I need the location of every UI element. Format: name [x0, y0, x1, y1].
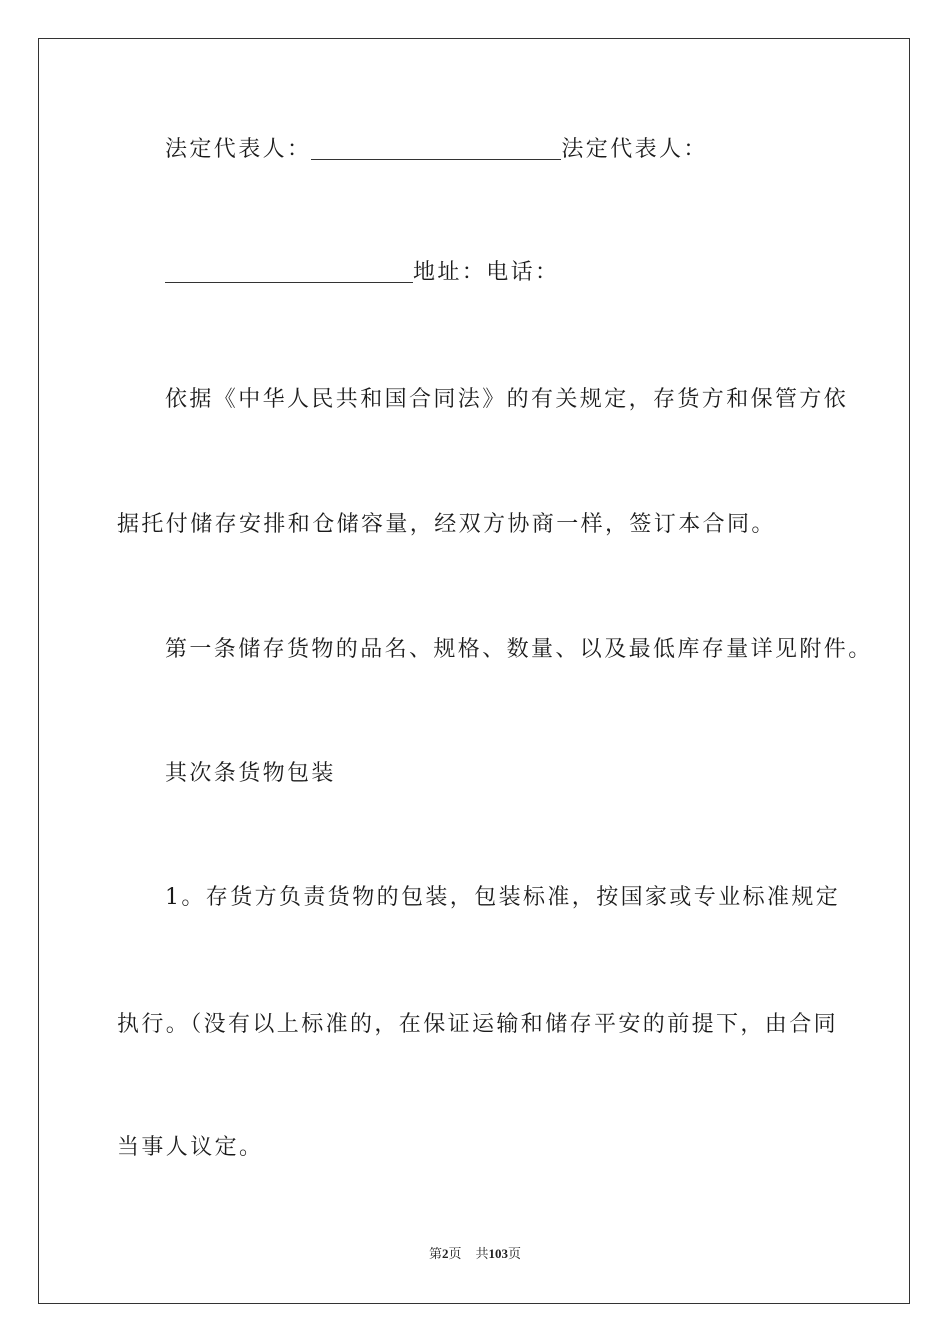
- address-phone-line: [165, 258, 559, 288]
- current-page-number: 2: [441, 1246, 449, 1261]
- total-prefix: 共: [475, 1246, 489, 1261]
- paragraph-line: 当事人议定。: [117, 1135, 264, 1160]
- paragraph-line: 执行。（没有以上标准的，在保证运输和储存平安的前提下，由合同: [117, 1012, 839, 1037]
- total-suffix: 页: [508, 1246, 522, 1261]
- article-2-heading: 其次条货物包装: [165, 761, 336, 786]
- fill-blank-1: [311, 137, 561, 160]
- paragraph-line: 依据《中华人民共和国合同法》的有关规定，存货方和保管方依: [165, 387, 849, 412]
- legal-representative-line: [165, 135, 708, 165]
- paragraph-line: 据托付储存安排和仓储容量，经双方协商一样，签订本合同。: [117, 512, 776, 537]
- legal-rep-label-2: 法定代表人：: [561, 137, 708, 162]
- article-1-line: 第一条储存货物的品名、规格、数量、以及最低库存量详见附件。: [165, 637, 873, 662]
- total-page-count: 103: [488, 1246, 509, 1261]
- address-phone-label: 地址：电话：: [413, 260, 560, 285]
- legal-rep-label-1: 法定代表人：: [165, 137, 312, 162]
- fill-blank-2: [165, 260, 413, 283]
- page-border: [38, 38, 910, 1304]
- page-number-footer: [0, 1245, 950, 1263]
- page-prefix: 第: [428, 1246, 442, 1261]
- paragraph-line: 1。存货方负责货物的包装，包装标准，按国家或专业标准规定: [165, 885, 841, 910]
- page-suffix: 页: [448, 1246, 462, 1261]
